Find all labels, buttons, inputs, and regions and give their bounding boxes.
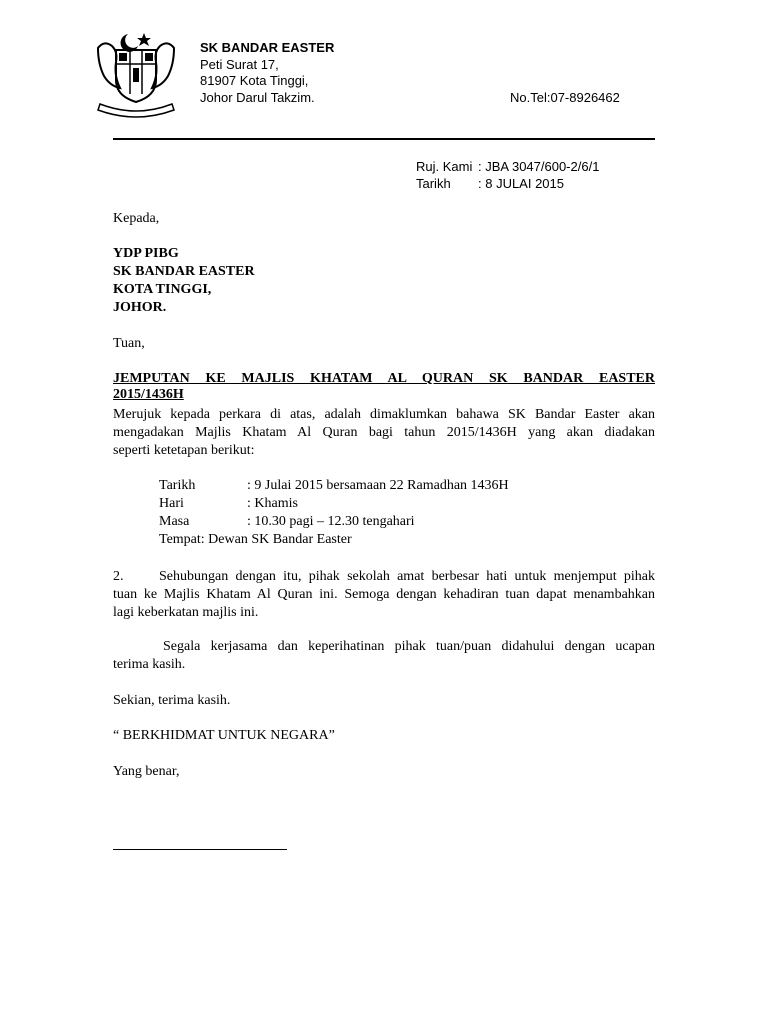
salutation: Tuan, bbox=[113, 336, 145, 351]
tarikh-label: Tarikh bbox=[416, 176, 451, 191]
address-line-2: 81907 Kota Tinggi, bbox=[200, 73, 309, 88]
detail-value: : 10.30 pagi – 12.30 tengahari bbox=[247, 514, 415, 529]
recipient-line-3: KOTA TINGGI, bbox=[113, 282, 212, 297]
ruj-value: : JBA 3047/600-2/6/1 bbox=[478, 159, 600, 174]
detail-label: Hari bbox=[159, 496, 184, 511]
phone-number: No.Tel:07-8926462 bbox=[510, 90, 620, 105]
detail-label: Masa bbox=[159, 514, 190, 529]
para2-line-3: lagi keberkatan majlis ini. bbox=[113, 605, 259, 620]
tarikh-value: : 8 JULAI 2015 bbox=[478, 176, 564, 191]
subject-line-1: JEMPUTAN KE MAJLIS KHATAM AL QURAN SK BANDAR EASTER bbox=[113, 371, 655, 386]
paragraph-3 bbox=[113, 638, 655, 674]
venue: Tempat: Dewan SK Bandar Easter bbox=[159, 532, 352, 547]
address-line-3: Johor Darul Takzim. bbox=[200, 90, 315, 105]
letterhead-divider bbox=[113, 138, 655, 140]
reference-ruj bbox=[416, 159, 599, 174]
signature-line bbox=[113, 849, 287, 850]
para3-line-1: Segala kerjasama dan keperihatinan pihak tuan/puan didahului dengan ucapan bbox=[163, 639, 655, 654]
address-line-1: Peti Surat 17, bbox=[200, 57, 279, 72]
detail-value: : Khamis bbox=[247, 496, 298, 511]
para2-line-1: 2. Sehubungan dengan itu, pihak sekolah amat berbesar hati untuk menjemput pihak bbox=[113, 569, 655, 584]
detail-value: : 9 Julai 2015 bersamaan 22 Ramadhan 1436H bbox=[247, 478, 509, 493]
recipient-line-4: JOHOR. bbox=[113, 300, 167, 315]
detail-label: Tarikh bbox=[159, 478, 196, 493]
reference-tarikh bbox=[416, 176, 564, 191]
motto: “ BERKHIDMAT UNTUK NEGARA” bbox=[113, 728, 335, 743]
intro-line-1: Merujuk kepada perkara di atas, adalah dimaklumkan bahawa SK Bandar Easter akan bbox=[113, 407, 655, 422]
para3-line-2: terima kasih. bbox=[113, 657, 186, 672]
ruj-label: Ruj. Kami bbox=[416, 159, 473, 174]
to-label: Kepada, bbox=[113, 211, 160, 226]
school-name: SK BANDAR EASTER bbox=[200, 40, 335, 55]
para2-line-2: tuan ke Majlis Khatam Al Quran ini. Semoga dengan kehadiran tuan dapat menambahkan bbox=[113, 587, 655, 602]
para2-number: 2. bbox=[113, 569, 124, 584]
coat-of-arms-logo bbox=[92, 28, 180, 118]
recipient-line-1: YDP PIBG bbox=[113, 246, 179, 261]
sign-off: Yang benar, bbox=[113, 764, 180, 779]
intro-line-2: mengadakan Majlis Khatam Al Quran bagi tahun 2015/1436H yang akan diadakan bbox=[113, 425, 655, 440]
closing: Sekian, terima kasih. bbox=[113, 693, 231, 708]
intro-paragraph bbox=[113, 406, 655, 460]
intro-line-3: seperti ketetapan berikut: bbox=[113, 443, 255, 458]
subject-line-2: 2015/1436H bbox=[113, 387, 184, 402]
paragraph-2 bbox=[113, 568, 655, 622]
recipient-line-2: SK BANDAR EASTER bbox=[113, 264, 255, 279]
